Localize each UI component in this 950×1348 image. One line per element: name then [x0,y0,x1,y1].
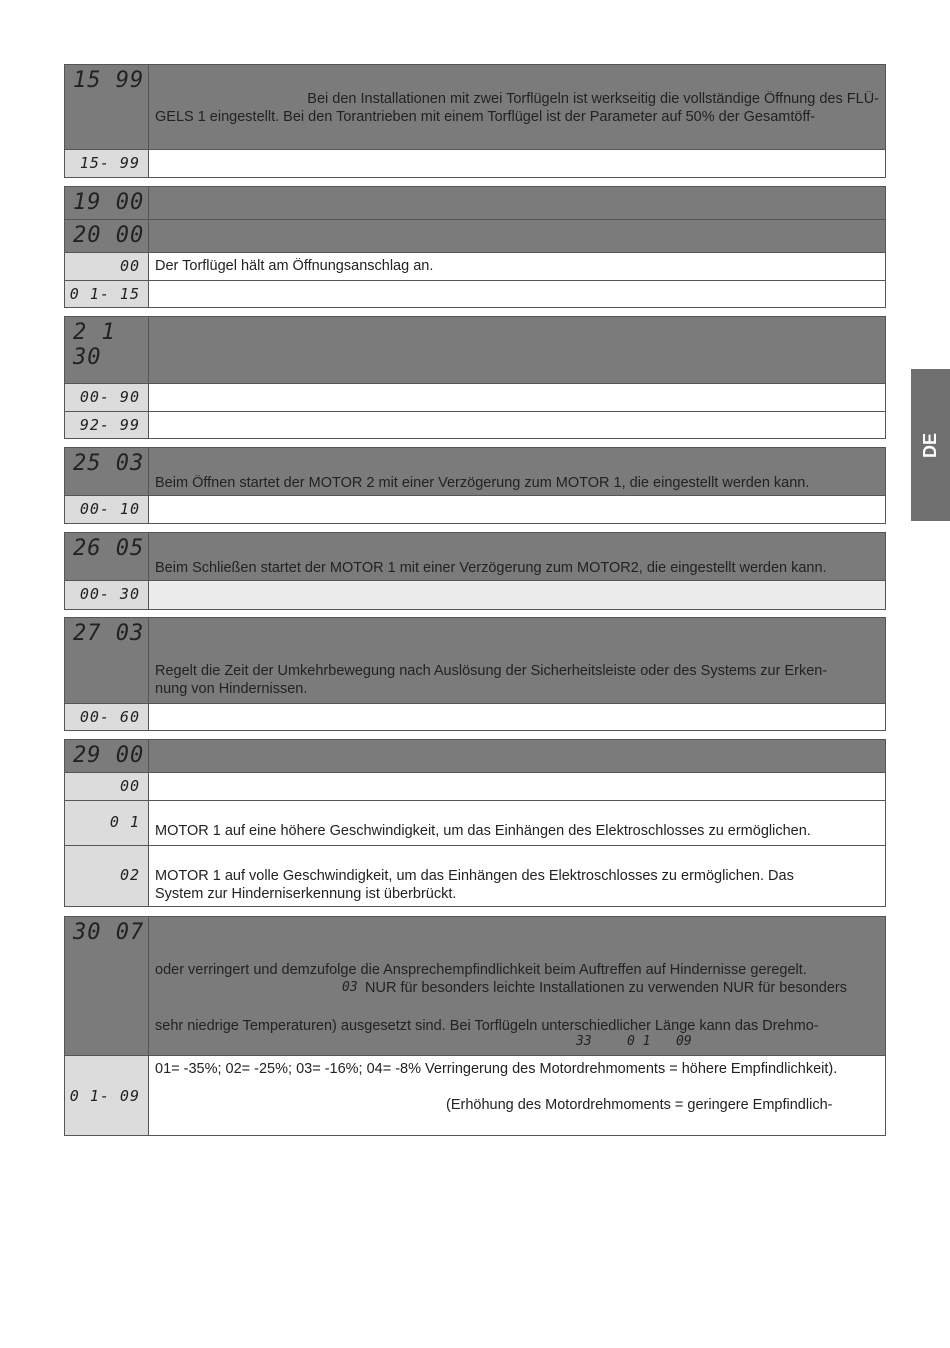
description-line: (Erhöhung des Motordrehmoments = geringere Empfindlich- [446,1097,833,1113]
description-line: GELS 1 eingestellt. Bei den Torantrieben mit einem Torflügel ist der Parameter auf 50% der Gesamtöff- [155,109,816,125]
range-code-cell [65,384,149,411]
param-code-cell [65,220,149,252]
param-description [149,618,885,703]
range-description [149,281,885,307]
range-code-cell [65,581,149,609]
param-table-25 [64,447,886,524]
param-range-row [65,580,885,609]
param-table-30 [64,916,886,1136]
range-code-cell [65,150,149,177]
param-table-19-20 [64,186,886,308]
param-table-29 [64,739,886,907]
lcd-inline-value: 03 [342,980,358,995]
range-code-cell [65,281,149,307]
range-code-display: 00- 60 [79,708,140,726]
param-code-display: 2 1 30 [73,320,116,370]
param-header-row [65,187,885,219]
param-code-cell [65,448,149,495]
description-line: Beim Schließen startet der MOTOR 1 mit einer Verzögerung zum MOTOR2, die eingestellt werden kann. [155,560,827,576]
param-option-row [65,252,885,280]
param-code-display: 26 05 [73,536,145,561]
param-range-row [65,383,885,411]
description-line: nung von Hindernissen. [155,681,308,697]
range-code-cell [65,412,149,438]
param-description [149,533,885,580]
param-code-display: 27 03 [73,621,145,646]
range-code-display: 15- 99 [79,154,140,172]
param-header-row [65,618,885,703]
param-description [149,448,885,495]
option-description [149,253,885,280]
description-line: MOTOR 1 auf eine höhere Geschwindigkeit, um das Einhängen des Elektroschlosses zu ermöglichen. [155,823,811,839]
range-code-display: 0 1- 15 [69,285,140,303]
option-description [149,846,885,906]
param-header-row [65,533,885,580]
range-code-display: 92- 99 [79,416,140,434]
param-header-row [65,917,885,1055]
param-code-cell [65,65,149,149]
param-description [149,317,885,383]
range-code-display: 00- 10 [79,500,140,518]
param-option-row [65,845,885,906]
range-code-cell [65,1056,149,1135]
lcd-inline-value: 0 1 [627,1034,651,1049]
description-line: oder verringert und demzufolge die Ansprechempfindlichkeit beim Auftreffen auf Hindernisse geregelt. [155,962,807,978]
description-line: sehr niedrige Temperaturen) ausgesetzt sind. Bei Torflügeln unterschiedlicher Länge kann das Drehmo- [155,1018,819,1034]
param-description [149,187,885,219]
range-code-display: 00- 90 [79,388,140,406]
param-description [149,65,885,149]
param-code-display: 19 00 [73,190,145,215]
param-code-cell [65,187,149,219]
language-tab [911,369,950,521]
param-option-row [65,800,885,845]
param-header-row [65,317,885,383]
description-line: 01= -35%; 02= -25%; 03= -16%; 04= -8% Verringerung des Motordrehmoments = höhere Empfindlichkeit). [155,1061,838,1077]
range-code-display: 00- 30 [79,585,140,603]
param-code-cell [65,618,149,703]
option-code-display: 0 1 [109,813,140,831]
range-description [149,581,885,609]
option-description [149,801,885,845]
range-code-cell [65,704,149,730]
param-description [149,917,885,1055]
param-range-row [65,495,885,523]
range-code-display: 0 1- 09 [69,1087,140,1105]
description-line: System zur Hinderniserkennung ist überbrückt. [155,886,457,902]
option-code-display: 00 [119,777,140,795]
language-tab-label: DE [919,432,940,458]
range-description [149,384,885,411]
description-line: Der Torflügel hält am Öffnungsanschlag an. [155,258,434,274]
param-range-row [65,149,885,177]
param-range-row [65,1055,885,1135]
range-description [149,704,885,730]
param-code-display: 20 00 [73,223,145,248]
param-code-display: 15 99 [73,68,145,93]
option-code-cell [65,253,149,280]
param-table-15 [64,64,886,178]
param-code-display: 29 00 [73,743,145,768]
param-table-26 [64,532,886,610]
param-header-row [65,65,885,149]
option-code-cell [65,801,149,845]
description-line: Beim Öffnen startet der MOTOR 2 mit einer Verzögerung zum MOTOR 1, die eingestellt werden kann. [155,475,810,491]
option-code-display: 02 [119,866,140,884]
param-description [149,220,885,252]
option-description [149,773,885,800]
option-code-cell [65,846,149,906]
description-line: MOTOR 1 auf volle Geschwindigkeit, um das Einhängen des Elektroschlosses zu ermöglichen. Das [155,868,794,884]
param-range-row [65,703,885,730]
option-code-display: 00 [119,257,140,275]
param-code-cell [65,317,149,383]
description-line: Regelt die Zeit der Umkehrbewegung nach Auslösung der Sicherheitsleiste oder des Systems zur Erken- [155,663,828,679]
option-code-cell [65,773,149,800]
lcd-inline-value: 09 [676,1034,692,1049]
range-description [149,150,885,177]
param-code-display: 25 03 [73,451,145,476]
param-option-row [65,772,885,800]
param-description [149,740,885,772]
param-header-row [65,219,885,252]
description-line: NUR für besonders leichte Installationen zu verwenden NUR für besonders [365,980,847,996]
range-description [149,1056,885,1135]
param-code-display: 30 07 [73,920,145,945]
range-description [149,496,885,523]
lcd-inline-value: 33 [576,1034,592,1049]
param-header-row [65,448,885,495]
param-code-cell [65,917,149,1055]
range-code-cell [65,496,149,523]
param-table-21 [64,316,886,439]
range-description [149,412,885,438]
param-range-row [65,280,885,307]
description-line: Bei den Installationen mit zwei Torflügeln ist werkseitig die vollständige Öffnung des FLÜ- [307,91,879,107]
param-code-cell [65,740,149,772]
param-table-27 [64,617,886,731]
param-header-row [65,740,885,772]
param-code-cell [65,533,149,580]
param-range-row [65,411,885,438]
